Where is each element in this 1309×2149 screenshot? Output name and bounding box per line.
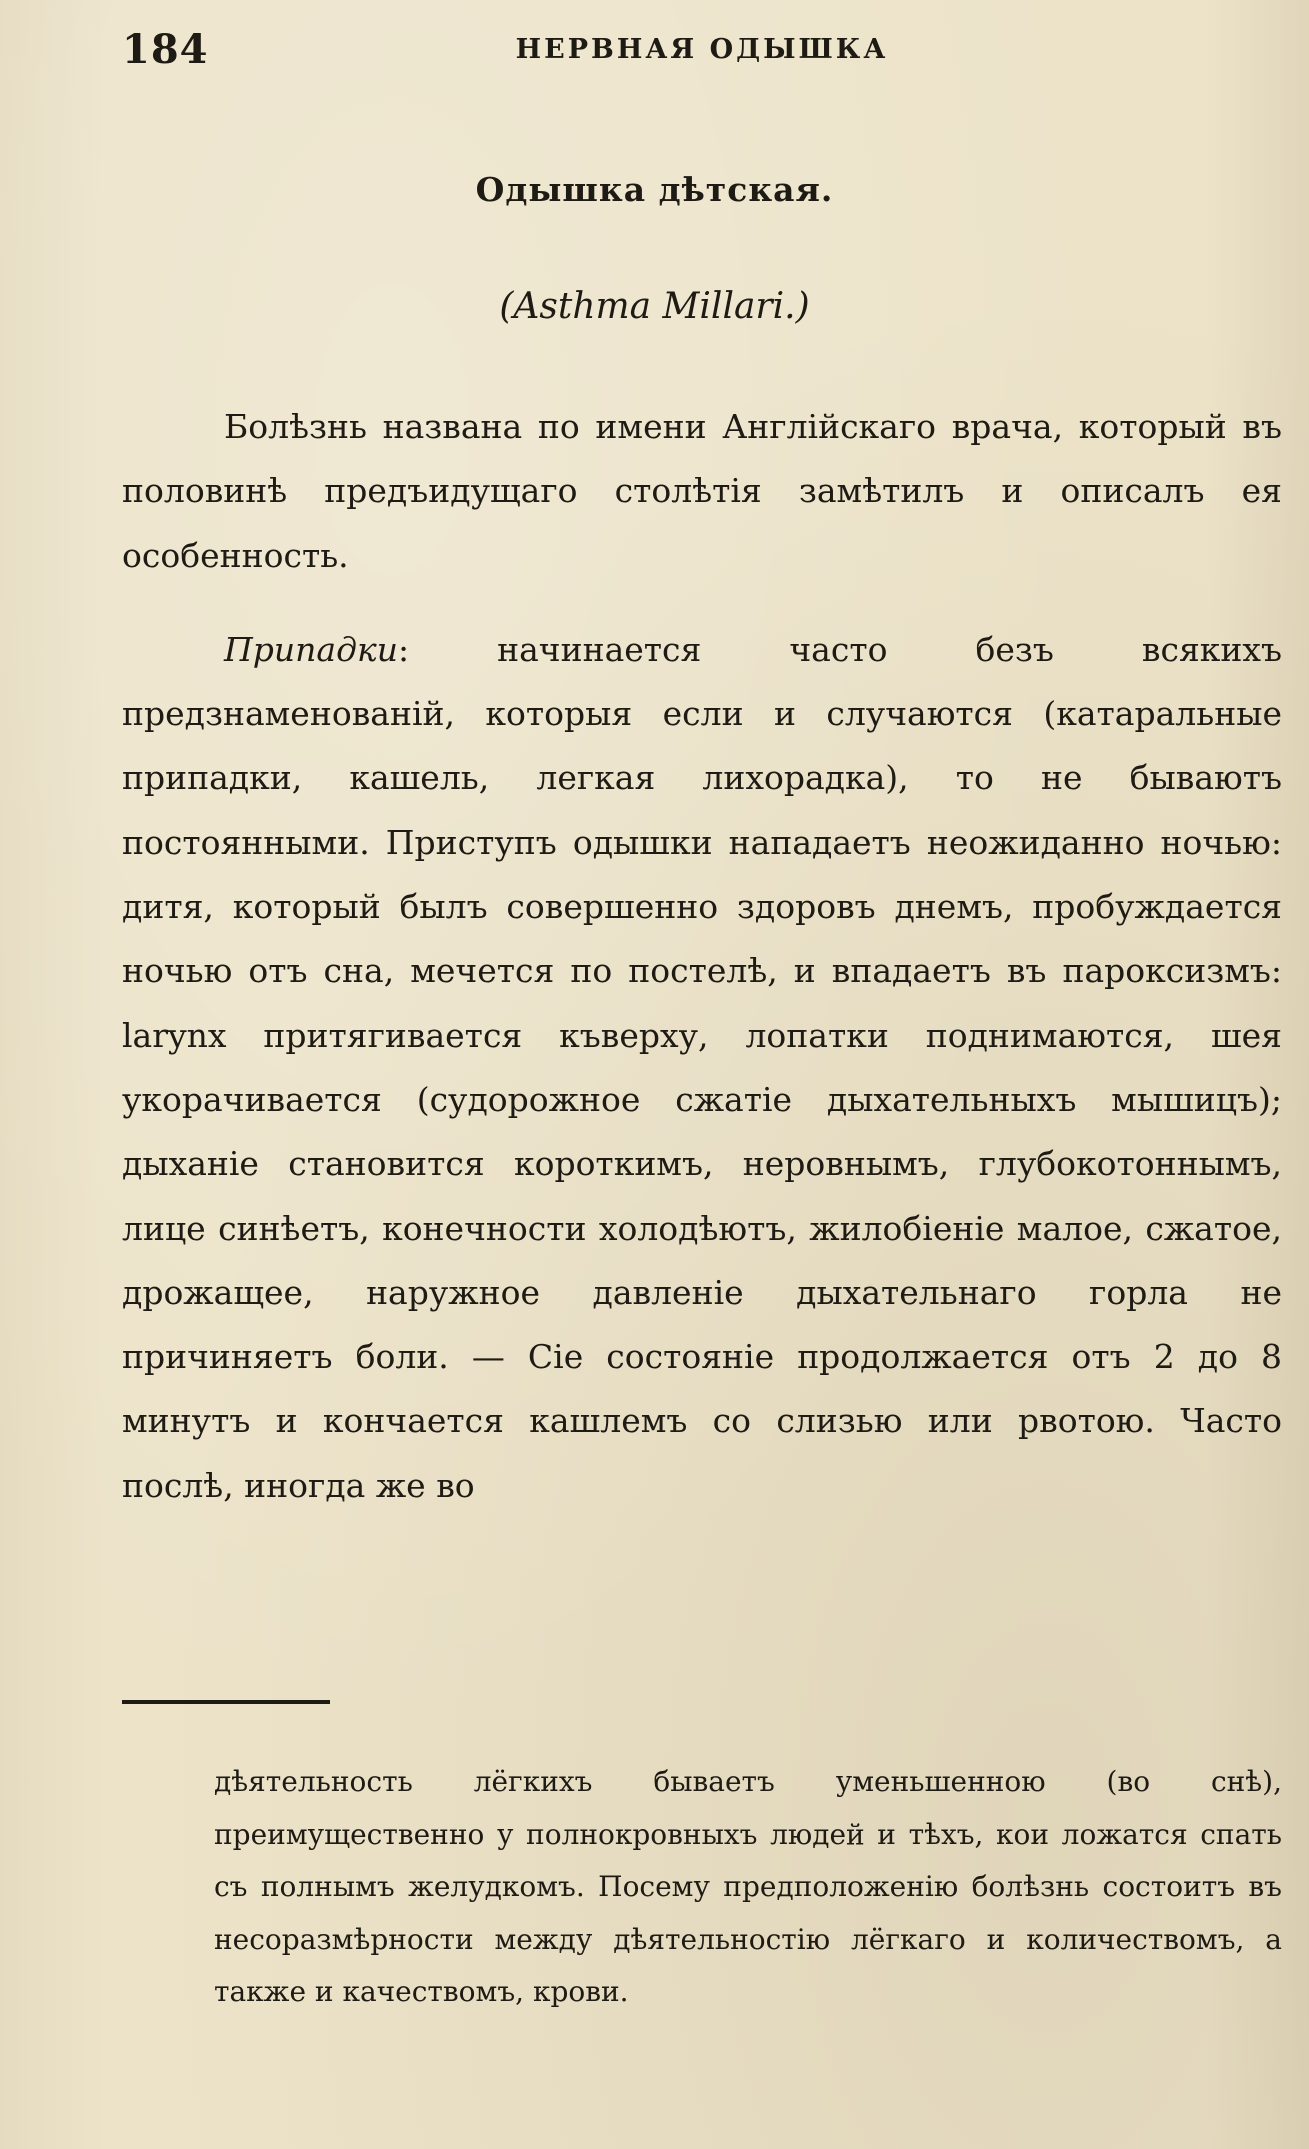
body-text <box>122 395 1282 1518</box>
symptoms-text: : начинается часто безъ всякихъ предзнаменованій, которыя если и случаются (катаральные припадки, кашель, легкая лихорадка), то не бываютъ постоянными. Приступъ одышки нападаетъ неожиданно ночью: дитя, который былъ совершенно здоровъ днемъ, пробуждается ночью отъ сна, мечется по постелѣ, и впадаетъ въ пароксизмъ: larynx притягивается къверху, лопатки поднимаются, шея укорачивается (судорожное сжатіе дыхательныхъ мышицъ); дыханіе становится короткимъ, неровнымъ, глубокотоннымъ, лице синѣетъ, конечности холодѣютъ, жилобіеніе малое, сжатое, дрожащее, наружное давленіе дыхательнаго горла не причиняетъ боли. — Сіе состояніе продолжается отъ 2 до 8 минутъ и кончается кашлемъ со слизью или рвотою. Часто послѣ, иногда же во <box>122 629 1282 1505</box>
footnote-divider <box>122 1700 330 1704</box>
page-number: 184 <box>122 26 209 73</box>
latin-title: (Asthma Millari.) <box>499 286 810 327</box>
footnote <box>214 1756 1282 2019</box>
section-title: Одышка дѣтская. <box>475 170 834 209</box>
page-header <box>122 26 1282 76</box>
footnote-text: дѣятельность лёгкихъ бываетъ уменьшенною (во снѣ), преимущественно у полнокровныхъ людей и тѣхъ, кои ложатся спать съ полнымъ желудкомъ. Посему предположенію болѣзнь состоитъ въ несоразмѣрности между дѣятельностію лёгкаго и количествомъ, а также и качествомъ, крови. <box>214 1765 1282 2008</box>
intro-paragraph: Болѣзнь названа по имени Англійскаго врача, который въ половинѣ предъидущаго столѣтія замѣтилъ и описалъ ея особенность. <box>122 407 1282 575</box>
running-head: НЕРВНАЯ ОДЫШКА <box>515 34 889 65</box>
symptoms-label: Припадки <box>224 629 398 669</box>
symptoms-paragraph <box>122 618 1282 1518</box>
